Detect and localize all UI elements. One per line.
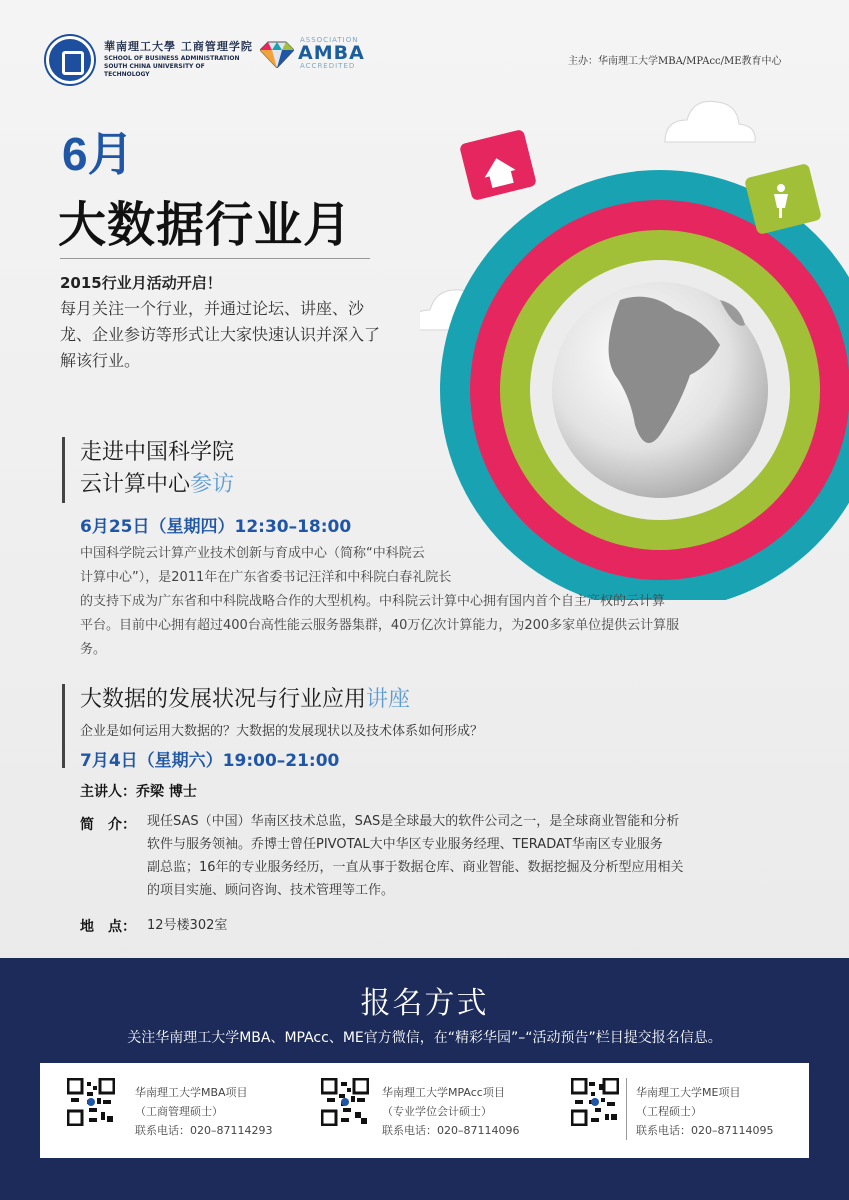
school-seal-logo — [46, 36, 94, 84]
event2-title — [80, 684, 410, 716]
event2-datetime: 7月4日（星期六）19:00–21:00 — [80, 751, 340, 771]
speaker-name: 乔梁 博士 — [136, 784, 197, 800]
program-name: 华南理工大学MBA项目 — [135, 1086, 248, 1099]
school-name-cn: 華南理工大學 工商管理学院 — [104, 40, 253, 53]
location-value: 12号楼302室 — [147, 918, 228, 933]
amba-association-text: ASSOCIATION — [300, 36, 359, 44]
location-label: 地 点： — [80, 919, 136, 935]
registration-title: 报名方式 — [360, 986, 489, 1021]
card-divider — [626, 1078, 627, 1140]
qr-code-icon[interactable] — [571, 1078, 619, 1126]
person-tag-icon — [744, 163, 822, 235]
event1-desc-line: 中国科学院云计算产业技术创新与育成中心（简称“中科院云 — [80, 546, 425, 561]
bio-line: 软件与服务领袖。乔博士曾任PIVOTAL大中华区专业服务经理、TERADAT华南区专业服务 — [147, 837, 663, 852]
cloud-icon — [665, 101, 755, 142]
kickoff-text: 2015行业月活动开启！ — [60, 274, 222, 292]
program-mpacc-info — [382, 1083, 519, 1140]
event1-accent-bar — [62, 437, 65, 503]
bio-line: 副总监；16年的专业服务经历，一直从事于数据仓库、商业智能、数据挖掘及分析型应用相关 — [147, 860, 684, 875]
amba-wordmark: AMBA — [298, 42, 365, 64]
event1-title — [80, 437, 234, 501]
program-me-info — [636, 1083, 773, 1140]
program-mba-info — [135, 1083, 272, 1140]
event1-description — [80, 542, 780, 662]
speaker-row — [80, 781, 197, 801]
event2-title-main: 大数据的发展状况与行业应用 — [80, 687, 367, 712]
qr-code-icon[interactable] — [67, 1078, 115, 1126]
event1-desc-line: 计算中心”），是2011年在广东省委书记汪洋和中科院白春礼院长 — [80, 570, 452, 585]
event2-accent-bar — [62, 684, 65, 768]
program-type: （专业学位会计硕士） — [382, 1105, 492, 1118]
event1-desc-line: 务。 — [80, 642, 107, 657]
organizer-text: 主办：华南理工大学MBA/MPAcc/ME教育中心 — [568, 56, 782, 67]
amba-logo — [260, 34, 370, 74]
program-type: （工商管理硕士） — [135, 1105, 223, 1118]
bio-label: 简 介： — [80, 817, 136, 833]
qr-code-icon[interactable] — [321, 1078, 369, 1126]
program-name: 华南理工大学ME项目 — [636, 1086, 741, 1099]
intro-paragraph: 每月关注一个行业，并通过论坛、讲座、沙龙、企业参访等形式让大家快速认识并深入了解该行业。 — [60, 299, 381, 370]
registration-note: 关注华南理工大学MBA、MPAcc、ME官方微信，在“精彩华园”–“活动预告”栏目提交报名信息。 — [127, 1030, 722, 1046]
month-heading: 6月 — [62, 128, 134, 180]
event2-type-tag: 讲座 — [366, 687, 411, 712]
globe-rings-graphic — [420, 80, 849, 600]
bio-line: 现任SAS（中国）华南区技术总监，SAS是全球最大的软件公司之一，是全球商业智能和分析 — [147, 814, 680, 829]
bio-text — [147, 810, 787, 902]
amba-diamond-icon — [260, 40, 294, 68]
program-name: 华南理工大学MPAcc项目 — [382, 1086, 505, 1099]
event1-title-line2 — [80, 469, 234, 501]
school-name-en — [104, 55, 244, 79]
main-title: 大数据行业月 — [58, 197, 353, 253]
speaker-label: 主讲人： — [80, 784, 136, 800]
event1-title-line1: 走进中国科学院 — [80, 440, 235, 465]
program-type: （工程硕士） — [636, 1105, 702, 1118]
bio-line: 的项目实施、顾问咨询、技术管理等工作。 — [147, 883, 395, 898]
school-en-line-1: SCHOOL OF BUSINESS ADMINISTRATION — [104, 55, 240, 62]
amba-accredited-text: ACCREDITED — [300, 62, 356, 70]
program-phone: 联系电话：020–87114095 — [636, 1124, 774, 1137]
event1-datetime: 6月25日（星期四）12:30–18:00 — [80, 517, 352, 537]
program-phone: 联系电话：020–87114096 — [382, 1124, 520, 1137]
event2-subtitle: 企业是如何运用大数据的？大数据的发展现状以及技术体系如何形成？ — [80, 724, 484, 739]
home-tag-icon — [459, 129, 537, 201]
school-en-line-2: SOUTH CHINA UNIVERSITY OF TECHNOLOGY — [104, 63, 205, 78]
event1-type-tag: 参访 — [190, 472, 235, 497]
title-divider — [60, 258, 370, 259]
event1-desc-line: 的支持下成为广东省和中科院战略合作的大型机构。中科院云计算中心拥有国内首个自主产权的云计算 — [80, 594, 666, 609]
program-phone: 联系电话：020–87114293 — [135, 1124, 273, 1137]
event1-desc-line: 平台。目前中心拥有超过400台高性能云服务器集群，40万亿次计算能力，为200多家单位提供云计算服 — [80, 618, 680, 633]
event1-title-main: 云计算中心 — [80, 472, 191, 497]
